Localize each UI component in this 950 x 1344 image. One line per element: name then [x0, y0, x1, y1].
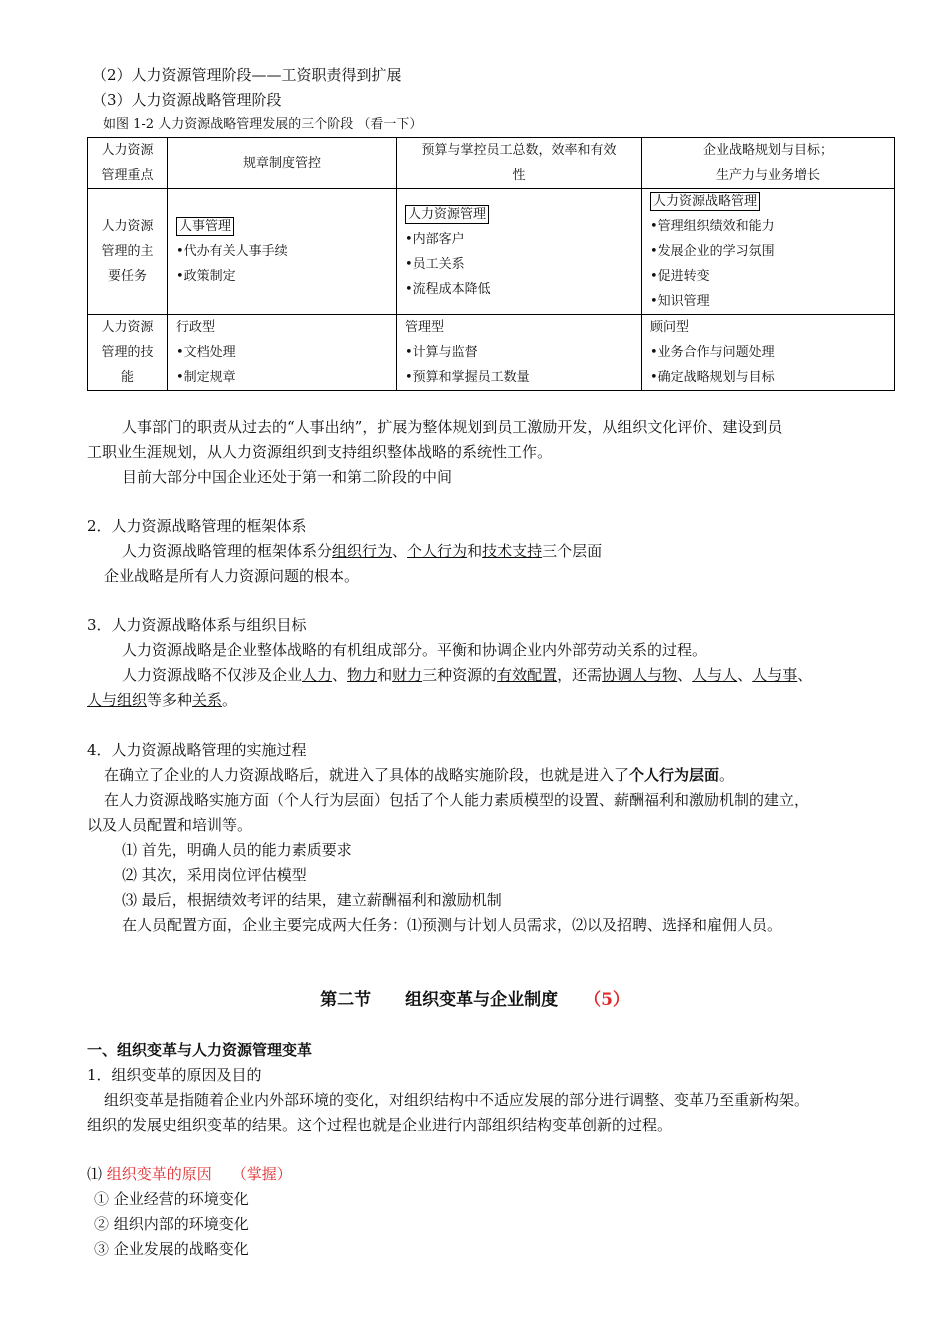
paragraph: 在确立了企业的人力资源战略后，就进入了具体的战略实施阶段，也就是进入了个人行为层面。: [104, 766, 735, 784]
paragraph: 人事部门的职责从过去的“人事出纳”，扩展为整体规划到员工激励开发，从组织文化评价、建设到员: [122, 418, 783, 436]
figure-caption: 如图 1-2 人力资源战略管理发展的三个阶段 （看一下）: [103, 117, 423, 132]
list-item: •内部客户: [405, 231, 465, 247]
section-title: 第二节 组织变革与企业制度 （5）: [320, 990, 630, 1010]
header-stage-3: 企业战略规划与目标； 生产力与业务增长: [642, 138, 895, 189]
cell-heading: 管理型: [405, 320, 445, 335]
heading-framework: 2．人力资源战略管理的框架体系: [87, 517, 307, 535]
paragraph: 目前大部分中国企业还处于第一和第二阶段的中间: [122, 468, 453, 486]
list-item: •政策制定: [176, 269, 236, 284]
list-item: •计算与监督: [405, 345, 478, 360]
header-focus-label: 人力资源 管理重点: [88, 138, 168, 189]
list-item: ① 企业经营的环境变化: [94, 1190, 249, 1208]
header-stage-1: 规章制度管控: [168, 138, 397, 189]
list-item: ③ 企业发展的战略变化: [94, 1240, 249, 1258]
list-item: •促进转变: [650, 269, 710, 284]
stages-table: [87, 137, 895, 391]
skills-stage-3: [642, 315, 895, 391]
list-item: ⑶ 最后，根据绩效考评的结果，建立薪酬福利和激励机制: [122, 891, 502, 909]
boxed-label: 人力资源管理: [405, 205, 489, 224]
list-item: •确定战略规划与目标: [650, 370, 775, 385]
skills-stage-1: [168, 315, 397, 391]
list-item: •员工关系: [405, 256, 465, 272]
heading-causes-purpose: 1．组织变革的原因及目的: [87, 1066, 262, 1084]
boxed-label: 人事管理: [176, 217, 234, 236]
paragraph: 工职业生涯规划，从人力资源组织到支持组织整体战略的系统性工作。: [87, 443, 553, 461]
tasks-stage-3: [642, 189, 895, 315]
cell-heading: 行政型: [176, 320, 216, 335]
paragraph: 人力资源战略不仅涉及企业人力、物力和财力三种资源的有效配置，还需协调人与物、人与人、人与事、: [122, 666, 813, 684]
tasks-stage-1: [168, 189, 397, 315]
paragraph: 在人力资源战略实施方面（个人行为层面）包括了个人能力素质模型的设置、薪酬福利和激励机制的建立，: [104, 791, 810, 809]
list-item: •预算和掌握员工数量: [405, 370, 530, 385]
table-row-tasks: [88, 189, 895, 315]
list-item: ② 组织内部的环境变化: [94, 1215, 249, 1233]
cell-heading: 顾问型: [650, 320, 690, 335]
paragraph: 人力资源战略是企业整体战略的有机组成部分。平衡和协调企业内外部劳动关系的过程。: [122, 641, 708, 659]
list-item: •知识管理: [650, 294, 710, 309]
list-item: •制定规章: [176, 370, 236, 385]
tasks-stage-2: [397, 189, 642, 315]
paragraph: 人与组织等多种关系。: [87, 691, 238, 709]
list-item: •管理组织绩效和能力: [650, 219, 775, 234]
table-row-skills: [88, 315, 895, 391]
list-item: •代办有关人事手续: [176, 244, 288, 259]
list-item: •发展企业的学习氛围: [650, 244, 775, 259]
paragraph: 人力资源战略管理的框架体系分组织行为、个人行为和技术支持三个层面: [122, 542, 603, 560]
heading-org-change: 一、组织变革与人力资源管理变革: [87, 1041, 313, 1059]
skills-stage-2: [397, 315, 642, 391]
row-label-tasks: 人力资源 管理的主 要任务: [88, 189, 168, 315]
causes-heading: ⑴ 组织变革的原因 （掌握）: [87, 1165, 292, 1183]
heading-implementation: 4．人力资源战略管理的实施过程: [87, 741, 307, 759]
paragraph: 组织变革是指随着企业内外部环境的变化，对组织结构中不适应发展的部分进行调整、变革乃至重新构架。: [104, 1091, 810, 1109]
paragraph: 企业战略是所有人力资源问题的根本。: [104, 567, 360, 585]
stage-2-line: （2）人力资源管理阶段——工资职责得到扩展: [92, 66, 402, 84]
list-item: ⑴ 首先，明确人员的能力素质要求: [122, 841, 352, 859]
boxed-label: 人力资源战略管理: [650, 192, 760, 211]
list-item: •流程成本降低: [405, 281, 491, 297]
list-item: ⑵ 其次，采用岗位评估模型: [122, 866, 307, 884]
heading-strategy-goals: 3．人力资源战略体系与组织目标: [87, 616, 307, 634]
header-stage-2: 预算与掌控员工总数，效率和有效 性: [397, 138, 642, 189]
list-item: •文档处理: [176, 345, 236, 360]
row-label-skills: 人力资源 管理的技 能: [88, 315, 168, 391]
stage-3-line: （3）人力资源战略管理阶段: [92, 91, 282, 109]
paragraph: 以及人员配置和培训等。: [87, 816, 253, 834]
paragraph: 组织的发展史组织变革的结果。这个过程也就是企业进行内部组织结构变革创新的过程。: [87, 1116, 673, 1134]
table-header-row: [88, 138, 895, 189]
paragraph: 在人员配置方面，企业主要完成两大任务：⑴预测与计划人员需求，⑵以及招聘、选择和雇佣人员。: [122, 916, 783, 934]
list-item: •业务合作与问题处理: [650, 345, 775, 360]
